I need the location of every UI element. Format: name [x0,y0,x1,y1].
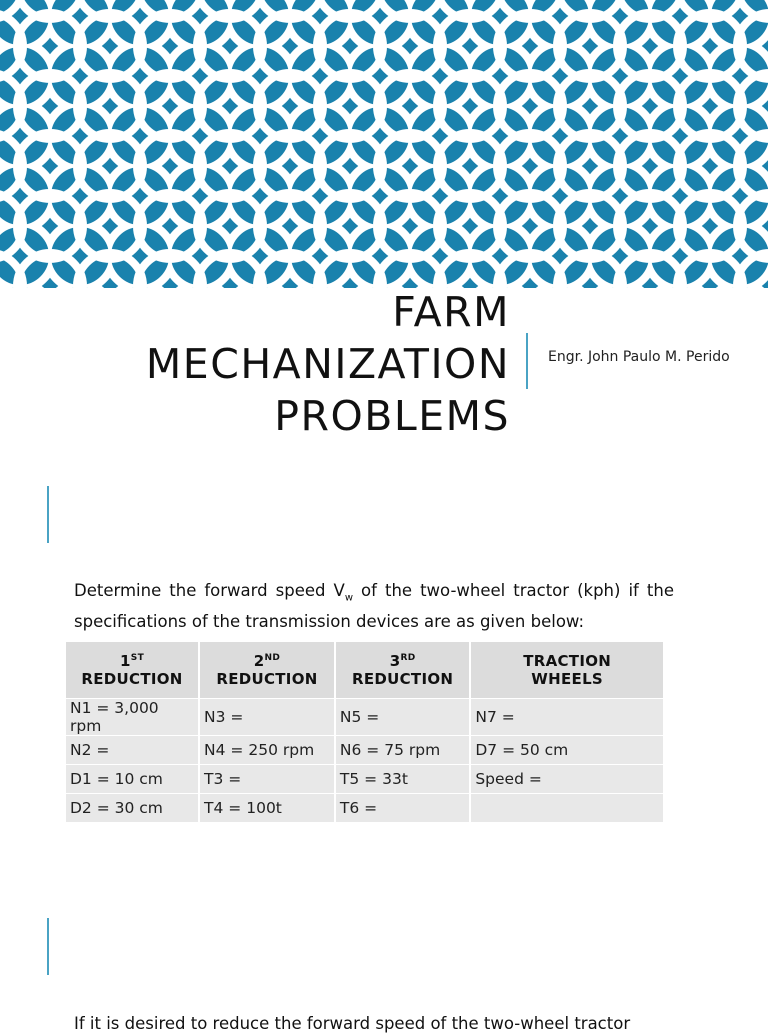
title-line-3: PROBLEMS [274,392,510,440]
velocity-subscript: w [344,592,354,604]
table-cell: N7 = [471,699,663,735]
slide-accent-bar-1 [47,486,49,543]
header-traction-wheels: TRACTION WHEELS [471,642,663,698]
table-cell: N6 = 75 rpm [336,736,469,764]
patterned-banner [0,0,768,288]
title-line-1: FARM [392,288,510,336]
presentation-title [146,286,510,442]
table-cell: T3 = [200,765,334,793]
table-cell: T5 = 33t [336,765,469,793]
table-header-row [66,642,663,698]
header-2nd-reduction: 2ND REDUCTION [200,642,334,698]
table-cell: T4 = 100t [200,794,334,822]
header-1st-reduction: 1ST REDUCTION [66,642,198,698]
problem-statement-1 [74,579,674,634]
table-cell: D7 = 50 cm [471,736,663,764]
table-row [66,736,663,764]
table-cell: D2 = 30 cm [66,794,198,822]
table-cell: Speed = [471,765,663,793]
table-row [66,794,663,822]
problem-statement-2: If it is desired to reduce the forward speed of the two-wheel tractor [74,1014,631,1033]
header-3rd-reduction: 3RD REDUCTION [336,642,469,698]
author-name: Engr. John Paulo M. Perido [548,349,730,365]
table-cell: N3 = [200,699,334,735]
problem-1-text-end: of the two-wheel tractor (kph) if the specifications of the transmission devices are as given below: [74,581,674,632]
table-cell: N1 = 3,000 rpm [66,699,198,735]
table-cell: N4 = 250 rpm [200,736,334,764]
table-cell [471,794,663,822]
title-divider [526,333,528,389]
table-cell: N2 = [66,736,198,764]
transmission-spec-table [64,641,665,823]
slide-accent-bar-2 [47,918,49,975]
problem-1-text-start: Determine the forward speed V [74,581,345,600]
title-line-2: MECHANIZATION [145,340,510,388]
table-cell: T6 = [336,794,469,822]
table-cell: N5 = [336,699,469,735]
table-cell: D1 = 10 cm [66,765,198,793]
table-row [66,699,663,735]
table-row [66,765,663,793]
